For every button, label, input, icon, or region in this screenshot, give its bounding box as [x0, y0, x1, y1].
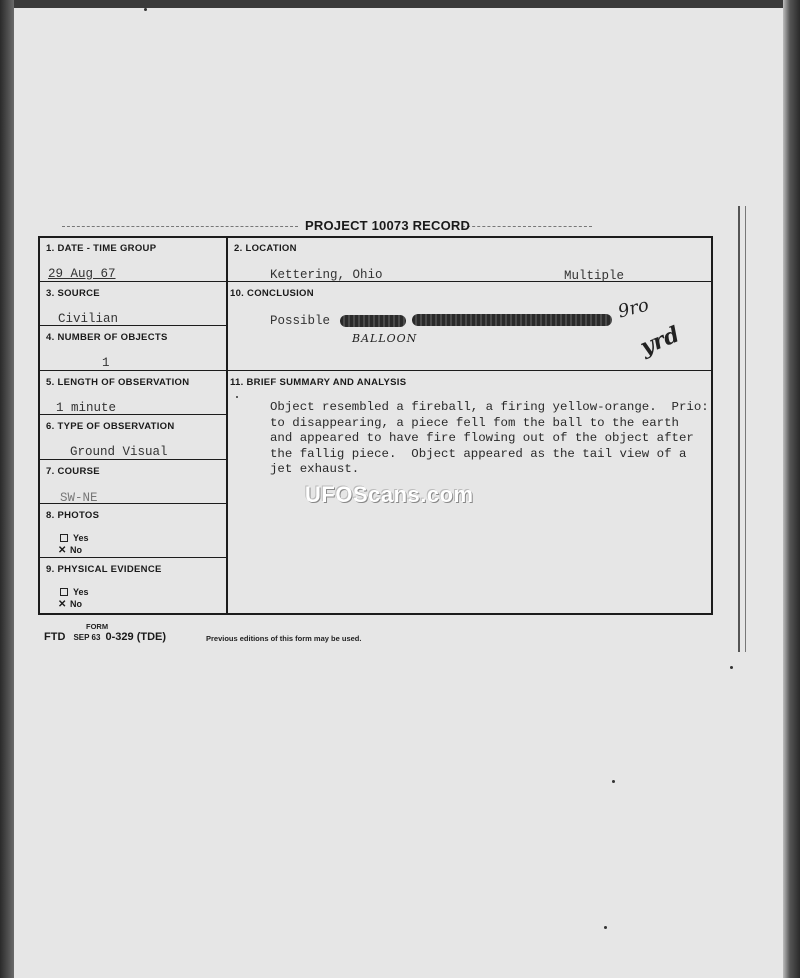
watermark: UFOScans.com [305, 482, 474, 507]
margin-bar [738, 206, 746, 652]
handwritten-balloon: BALLOON [352, 332, 418, 345]
location-value: Kettering, Ohio [270, 268, 383, 282]
photos-yes-option [60, 533, 89, 543]
conclusion-label: 10. CONCLUSION [230, 288, 314, 299]
footer-form-word: FORM [86, 622, 109, 631]
type-of-observation-value: Ground Visual [70, 445, 168, 459]
scan-speck [612, 780, 615, 783]
course-value: SW-NE [60, 491, 98, 505]
photos-no-label: No [70, 545, 82, 555]
scan-top-border [0, 0, 800, 8]
length-of-observation-label: 5. LENGTH OF OBSERVATION [46, 377, 190, 388]
record-title: PROJECT 10073 RECORD [305, 218, 471, 233]
record-form [38, 236, 713, 615]
checkbox-checked-icon: ✕ [58, 599, 67, 610]
photos-yes-label: Yes [73, 533, 89, 543]
number-of-objects-value: 1 [102, 356, 110, 370]
redaction-mark [412, 314, 612, 326]
summary-text: Object resembled a fireball, a firing yellow-orange. Prio: to disappearing, a piece fell fom the ball to the earth and appeared to have fire flowing out of the object after the fallig piece. Object appeared as the tail view of a jet exhaust. [270, 400, 709, 476]
scan-left-border [0, 0, 14, 978]
handwritten-annotation: 9ro [615, 294, 651, 323]
footer-ftd: FTD [44, 631, 66, 643]
checkbox-checked-icon: ✕ [58, 545, 67, 556]
form-row-divider [40, 557, 227, 558]
type-of-observation-label: 6. TYPE OF OBSERVATION [46, 421, 175, 432]
date-time-label: 1. DATE - TIME GROUP [46, 243, 157, 254]
physical-evidence-no-option [58, 599, 82, 610]
source-value: Civilian [58, 312, 119, 326]
title-dash-left [62, 226, 298, 227]
conclusion-value: Possible [270, 314, 331, 328]
date-time-value: 29 Aug 67 [48, 267, 116, 281]
scan-speck [730, 666, 733, 669]
physical-evidence-yes-option [60, 587, 89, 597]
length-of-observation-value: 1 minute [56, 401, 117, 415]
photos-label: 8. PHOTOS [46, 510, 100, 521]
physical-evidence-no-label: No [70, 599, 82, 609]
photos-no-option [58, 545, 82, 556]
source-label: 3. SOURCE [46, 288, 100, 299]
physical-evidence-label: 9. PHYSICAL EVIDENCE [46, 564, 162, 575]
scan-right-edge [783, 0, 800, 978]
scan-speck [236, 396, 238, 398]
number-of-objects-label: 4. NUMBER OF OBJECTS [46, 332, 168, 343]
footer-form-id [44, 631, 166, 643]
form-row-divider [40, 370, 711, 371]
scan-speck [604, 926, 607, 929]
location-extra: Multiple [564, 269, 625, 283]
location-label: 2. LOCATION [234, 243, 297, 254]
title-dash-right [462, 226, 592, 227]
checkbox-empty-icon [60, 534, 68, 542]
course-label: 7. COURSE [46, 466, 100, 477]
footer-date: SEP 63 [73, 633, 101, 642]
physical-evidence-yes-label: Yes [73, 587, 89, 597]
footer-form-number: 0-329 (TDE) [105, 631, 167, 643]
checkbox-empty-icon [60, 588, 68, 596]
handwritten-annotation: yrd [636, 321, 684, 361]
scan-speck [144, 8, 147, 11]
form-row-divider [40, 459, 227, 460]
footer-previous-editions: Previous editions of this form may be used. [206, 634, 362, 643]
summary-label: 11. BRIEF SUMMARY AND ANALYSIS [230, 377, 407, 388]
redaction-mark [340, 315, 406, 327]
